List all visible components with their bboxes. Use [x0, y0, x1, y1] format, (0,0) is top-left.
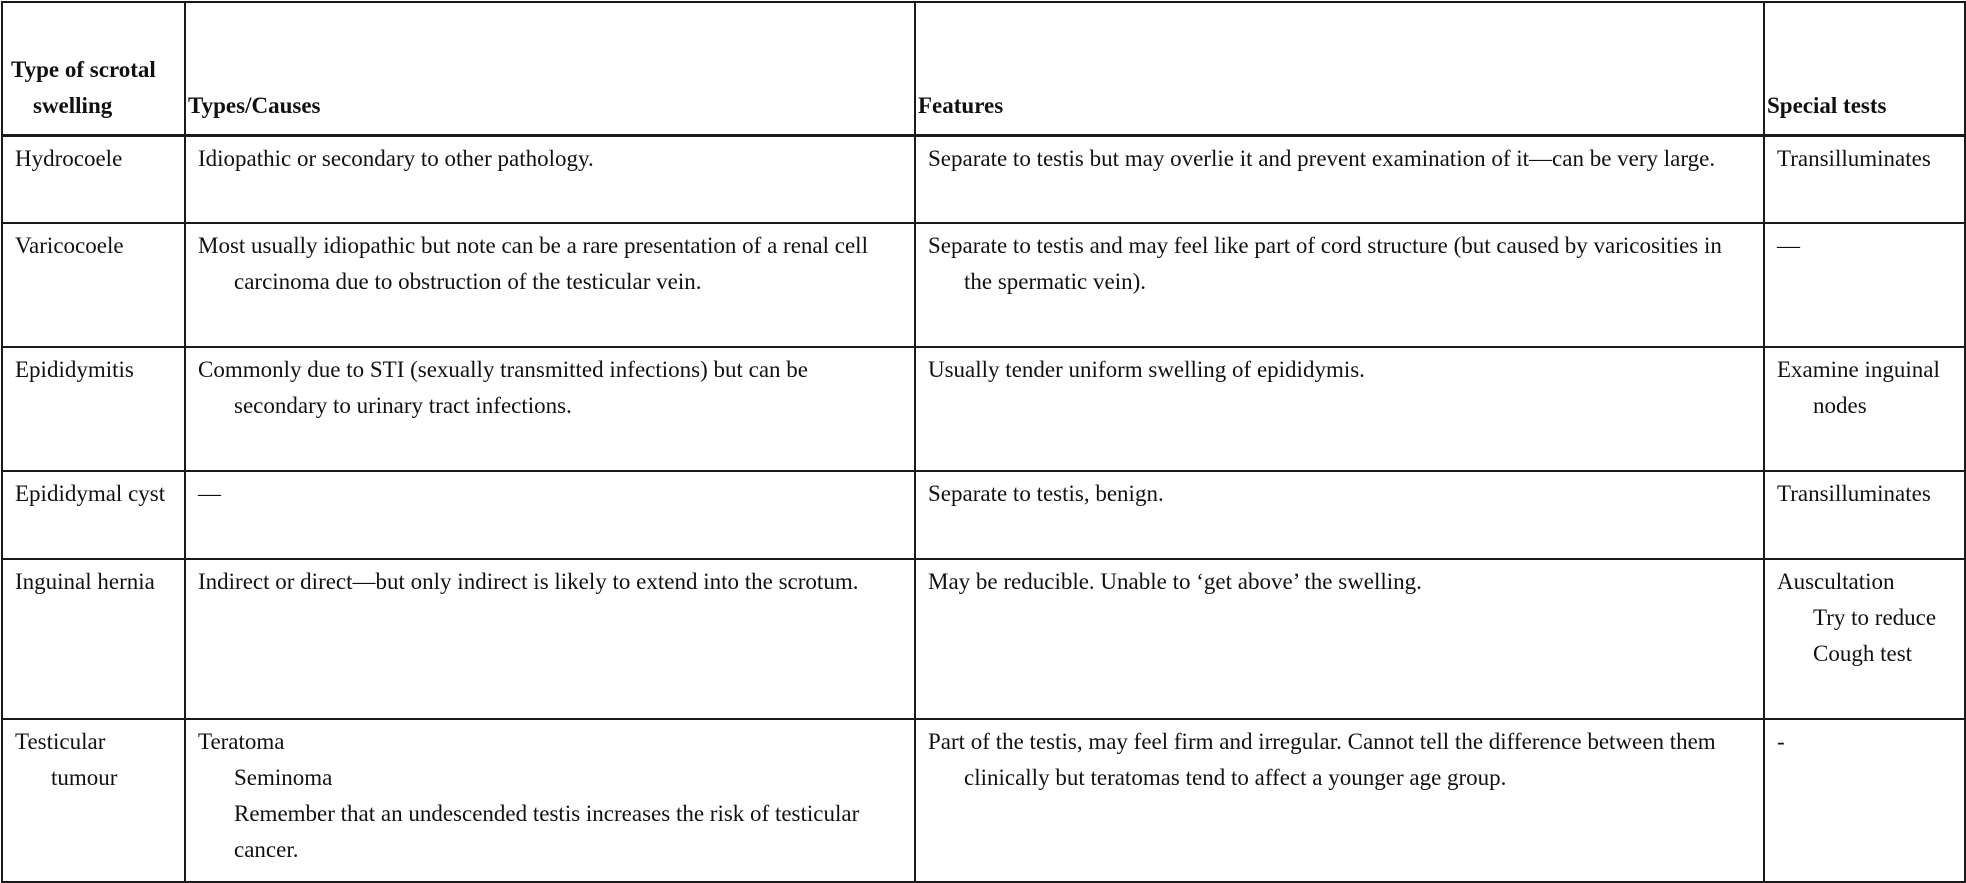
table-row — [2, 135, 1965, 223]
cell-features: Usually tender uniform swelling of epididymis. — [915, 347, 1764, 471]
cell-causes: Indirect or direct—but only indirect is likely to extend into the scrotum. — [185, 559, 915, 719]
table-row — [2, 223, 1965, 347]
cell-tests: Examine inguinal nodes — [1764, 347, 1965, 471]
cell-features: May be reducible. Unable to ‘get above’ the swelling. — [915, 559, 1764, 719]
cell-causes: Most usually idiopathic but note can be a rare presentation of a renal cell carcinoma due to obstruction of the testicular vein. — [185, 223, 915, 347]
header-features: Features — [915, 2, 1764, 135]
header-row — [2, 2, 1965, 135]
cell-features: Part of the testis, may feel firm and irregular. Cannot tell the difference between them clinically but teratomas tend to affect a younger age group. — [915, 719, 1764, 882]
header-tests: Special tests — [1764, 2, 1965, 135]
cell-features: Separate to testis but may overlie it and prevent examination of it—can be very large. — [915, 135, 1764, 223]
cell-type: Epididymitis — [2, 347, 185, 471]
cell-type: Varicocoele — [2, 223, 185, 347]
cell-tests: - — [1764, 719, 1965, 882]
cell-type: Inguinal hernia — [2, 559, 185, 719]
cell-tests: Auscultation Try to reduce Cough test — [1764, 559, 1965, 719]
table-row — [2, 347, 1965, 471]
cell-causes: Commonly due to STI (sexually transmitted infections) but can be secondary to urinary tract infections. — [185, 347, 915, 471]
scrotal-swelling-table — [1, 1, 1966, 883]
cell-tests: — — [1764, 223, 1965, 347]
header-type: Type of scrotal swelling — [2, 2, 185, 135]
cell-type: Hydrocoele — [2, 135, 185, 223]
cell-type: Epididymal cyst — [2, 471, 185, 559]
table-row — [2, 471, 1965, 559]
cell-tests: Transilluminates — [1764, 471, 1965, 559]
header-causes: Types/Causes — [185, 2, 915, 135]
cell-causes: — — [185, 471, 915, 559]
cell-causes: Idiopathic or secondary to other pathology. — [185, 135, 915, 223]
cell-features: Separate to testis and may feel like part of cord structure (but caused by varicosities in the spermatic vein). — [915, 223, 1764, 347]
cell-causes: Teratoma Seminoma Remember that an undescended testis increases the risk of testicular cancer. — [185, 719, 915, 882]
cell-tests: Transilluminates — [1764, 135, 1965, 223]
cell-type: Testicular tumour — [2, 719, 185, 882]
table-row — [2, 559, 1965, 719]
cell-features: Separate to testis, benign. — [915, 471, 1764, 559]
table-row — [2, 719, 1965, 882]
